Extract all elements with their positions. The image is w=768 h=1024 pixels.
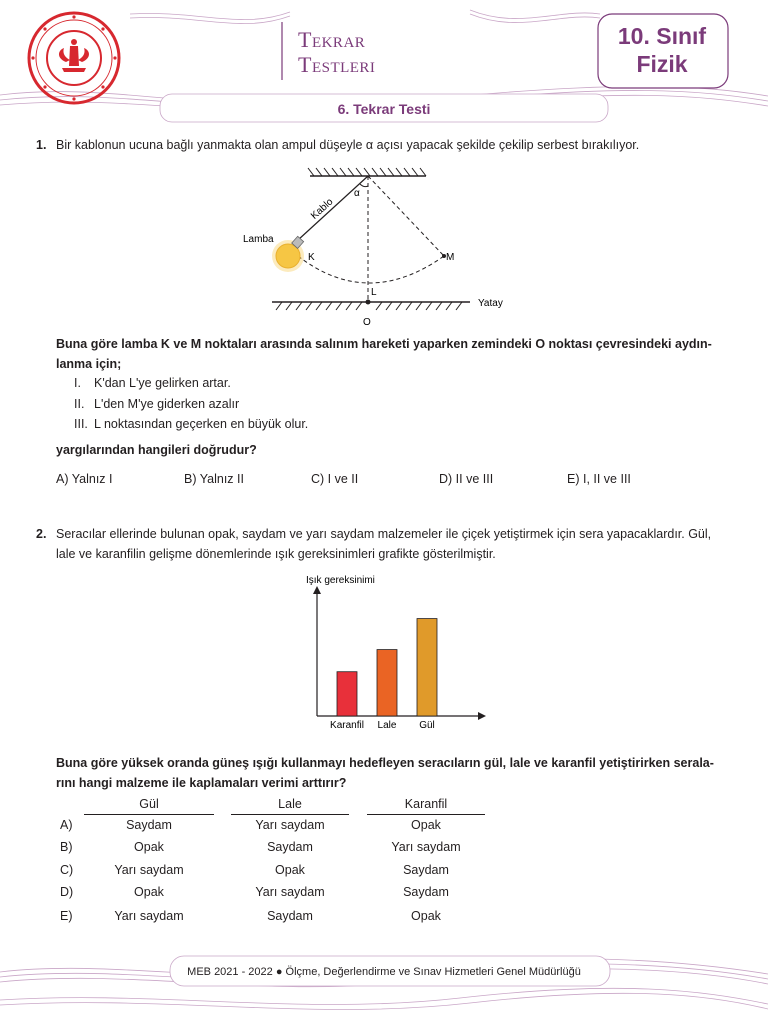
meb-logo — [26, 10, 122, 106]
table-cell: Saydam — [403, 863, 449, 877]
label-horizontal: Yatay — [478, 298, 503, 309]
table-header-underline — [84, 814, 214, 815]
statement-2 — [74, 397, 239, 411]
option-letter: C) — [60, 863, 74, 877]
table-cell: Yarı saydam — [114, 863, 184, 877]
statement-1-text: K'dan L'ye gelirken artar. — [94, 376, 231, 390]
table-cell: Opak — [134, 885, 164, 899]
label-cable: Kablo — [309, 196, 336, 222]
series-title-line1: Tekrar — [298, 27, 366, 52]
question-1-text: Bir kablonun ucuna bağlı yanmakta olan ampul düşeyle α açısı yapacak şekilde çekilip serbest bırakılıyor. — [56, 138, 640, 152]
statement-3 — [74, 417, 308, 431]
subject-label: Fizik — [636, 51, 688, 77]
label-m: M — [446, 252, 455, 263]
bar-gül — [417, 619, 437, 716]
statement-1 — [74, 376, 231, 390]
q1-option-d[interactable]: D) II ve III — [439, 472, 494, 486]
x-tick-label-gül: Gül — [419, 720, 435, 731]
table-cell: Yarı saydam — [391, 840, 461, 854]
label-o: O — [363, 317, 371, 328]
q1-option-c[interactable]: C) I ve II — [311, 472, 359, 486]
question-1-question: yargılarından hangileri doğrudur? — [56, 443, 257, 457]
q1-option-a[interactable]: A) Yalnız I — [56, 472, 113, 486]
option-letter: E) — [60, 909, 73, 923]
table-cell: Saydam — [403, 885, 449, 899]
question-2-prompt — [56, 753, 756, 793]
question-2-prompt-line1: Buna göre yüksek oranda güneş ışığı kullanmayı hedefleyen seracıların gül, lale ve karanfil yetiştirirken serala- — [56, 756, 714, 770]
question-2-text — [56, 524, 756, 564]
grade-box — [602, 22, 722, 78]
bar-karanfil — [337, 672, 357, 716]
table-header-karanfil: Karanfil — [404, 797, 448, 811]
statement-3-roman: III. — [74, 417, 88, 431]
table-cell: Yarı saydam — [255, 885, 325, 899]
table-header-underline — [231, 814, 349, 815]
question-1-prompt — [56, 334, 756, 374]
label-k: K — [308, 252, 315, 263]
table-cell: Opak — [411, 818, 441, 832]
test-title: 6. Tekrar Testi — [337, 101, 431, 117]
question-1-number: 1. — [36, 138, 47, 152]
pendulum-figure — [232, 160, 532, 335]
q1-option-b[interactable]: B) Yalnız II — [184, 472, 244, 486]
option-letter: D) — [60, 885, 74, 899]
label-lamp: Lamba — [243, 234, 274, 245]
question-2-number: 2. — [36, 527, 47, 541]
table-cell: Saydam — [267, 840, 313, 854]
table-cell: Opak — [134, 840, 164, 854]
x-tick-label-lale: Lale — [377, 720, 397, 731]
grade-label: 10. Sınıf — [617, 23, 707, 49]
table-header-underline — [367, 814, 485, 815]
series-title — [298, 27, 375, 77]
statement-3-text: L noktasından geçerken en büyük olur. — [94, 417, 309, 431]
footer-decoration — [0, 950, 768, 1024]
label-l: L — [371, 287, 377, 298]
footer-text: MEB 2021 - 2022 ● Ölçme, Değerlendirme ve Sınav Hizmetleri Genel Müdürlüğü — [187, 966, 581, 978]
table-header-lale: Lale — [278, 797, 302, 811]
table-cell: Opak — [275, 863, 305, 877]
statement-2-roman: II. — [74, 397, 85, 411]
table-cell: Opak — [411, 909, 441, 923]
question-2-text-line2: lale ve karanfilin gelişme dönemlerinde ışık gereksinimleri grafikte gösterilmiştir. — [56, 547, 496, 561]
table-cell: Saydam — [126, 818, 172, 832]
table-cell: Saydam — [267, 909, 313, 923]
table-cell: Yarı saydam — [255, 818, 325, 832]
question-1-prompt-line1: Buna göre lamba K ve M noktaları arasında salınım hareketi yaparken zemindeki O noktası çevresindeki aydın- — [56, 337, 712, 351]
option-letter: A) — [60, 818, 73, 832]
statement-2-text: L'den M'ye giderken azalır — [94, 397, 240, 411]
question-2-text-line1: Seracılar ellerinde bulunan opak, saydam ve yarı saydam malzemeler ile çiçek yetiştirmek için sera yapacaklardır. Gül, — [56, 527, 712, 541]
x-tick-label-karanfil: Karanfil — [330, 720, 364, 731]
table-cell: Yarı saydam — [114, 909, 184, 923]
q1-option-e[interactable]: E) I, II ve III — [567, 472, 631, 486]
label-alpha: α — [354, 188, 360, 199]
chart-ylabel: Işık gereksinimi — [306, 575, 375, 586]
table-header-gul: Gül — [139, 797, 159, 811]
question-2-prompt-line2: rını hangi malzeme ile kaplamaları verimi arttırır? — [56, 776, 347, 790]
statement-1-roman: I. — [74, 376, 81, 390]
chart-x-arrow — [478, 712, 486, 720]
chart-y-arrow — [313, 586, 321, 594]
series-title-line2: Testleri — [298, 52, 376, 77]
light-requirement-chart — [300, 570, 500, 736]
bar-lale — [377, 650, 397, 716]
option-letter: B) — [60, 840, 73, 854]
question-1-prompt-line2: lanma için; — [56, 357, 122, 371]
